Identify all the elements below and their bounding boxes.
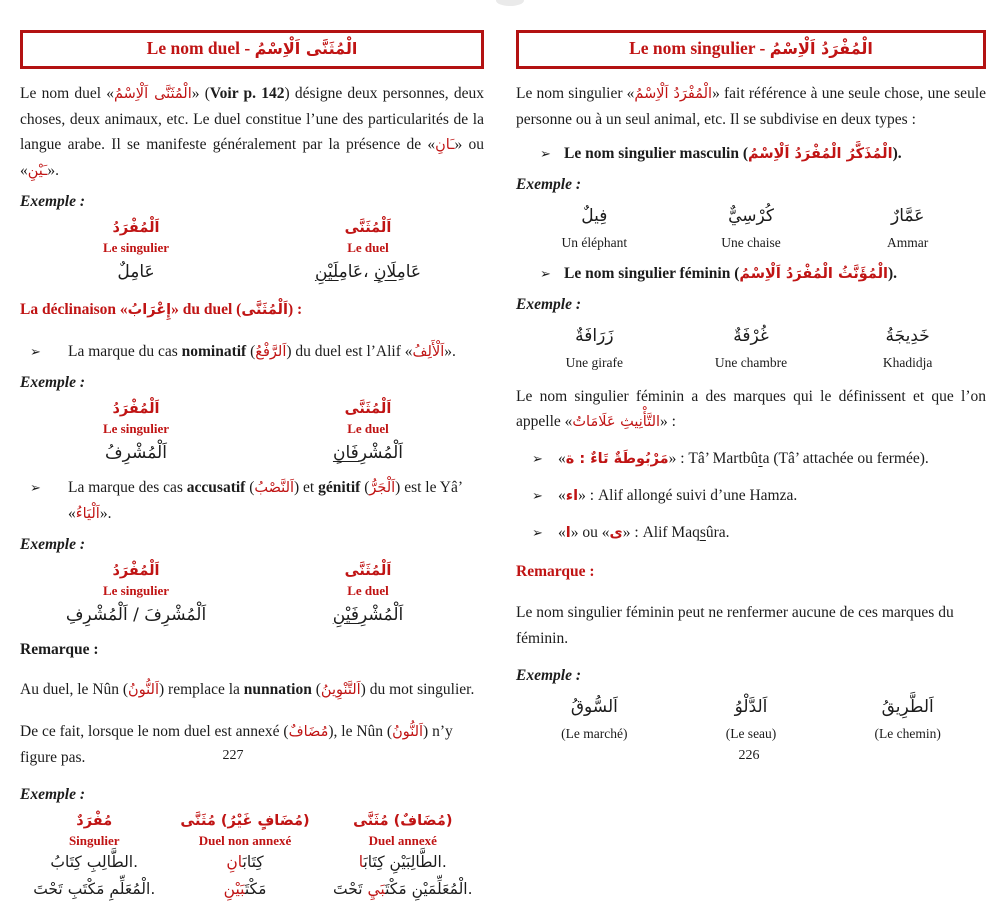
text-run: » : Tâ’ Martbû <box>668 450 759 467</box>
arabic-example-word: كُرْسِيٌّ <box>728 206 774 226</box>
word-part: عَامِ <box>338 262 364 282</box>
arabic-suffix-ayn: ـَيْنِ <box>27 163 48 179</box>
left-title-fr: Le nom duel - <box>146 38 255 58</box>
word-part: ‎ الطَّالِبَيْنِ‎. <box>384 853 447 871</box>
underlined-letter: s <box>699 524 706 541</box>
column-title-arabic: مُفْرَدٌ <box>76 813 113 829</box>
column-title-french: Le singulier <box>102 240 170 255</box>
text-run: ûra. <box>705 524 730 541</box>
text-run: Le nom singulier « <box>516 85 635 102</box>
column-title-arabic: مُثَنَّى‎ (مُضَافٌ) <box>353 813 453 829</box>
french-caption: (Le chemin) <box>874 726 941 741</box>
french-caption: (Le seau) <box>725 726 777 741</box>
feminine-bullet <box>516 261 986 287</box>
example-item <box>829 691 986 743</box>
emphasis: génitif <box>318 478 361 496</box>
arabic-suffix-an: ـَانِ <box>435 137 455 153</box>
duel-annexed-column <box>322 810 484 903</box>
column-title-arabic: اَلْمُثَنَّى <box>344 220 392 236</box>
arrow-bullet-icon: ➢ <box>540 146 551 161</box>
word-part: اَلْمُشْرِ <box>358 604 404 625</box>
singular-column <box>20 217 252 287</box>
french-caption: Une girafe <box>565 355 623 370</box>
arabic-term: اَلْاِسْمُ‎ الْمُفْرَدُ‎ الْمُؤَنَّثُ <box>739 266 888 282</box>
arrow-bullet-icon: ➢ <box>540 266 551 281</box>
feminine-marks-paragraph <box>516 384 986 435</box>
arabic-example-word: فِيلٌ <box>581 206 608 226</box>
bullet-text <box>558 520 730 546</box>
arrow-bullet-icon: ➢ <box>30 479 41 495</box>
arabic-example-word: اَلدَّلْوُ <box>734 697 768 717</box>
underlined-ending: لَيْنِ <box>314 262 339 282</box>
arabic-term: ة‎ : تَاءٌ‎ مَرْبُوطَةٌ <box>565 451 669 467</box>
text-run: La déclinaison « <box>20 301 128 318</box>
french-caption: Khadidja <box>882 355 933 370</box>
column-title-french: Duel annexé <box>368 833 437 848</box>
column-title-french: Le duel <box>347 420 389 436</box>
word-part: كِتَابَ <box>363 853 385 871</box>
text-run: a (Tâ’ attachée ou fermée). <box>762 450 929 467</box>
french-caption: Un éléphant <box>561 235 628 250</box>
arabic-term: اَلْاِسْمُ‎ الْمُفْرَدُ‎ الْمُذَكَّرُ <box>748 146 893 162</box>
page-right <box>516 30 986 790</box>
remark-line: Le nom singulier féminin peut ne renfermer aucune de ces marques du féminin. <box>516 603 954 647</box>
text-run: » du duel ( <box>171 301 242 318</box>
text-run: ) du duel est l’Alif « <box>286 342 413 360</box>
arabic-term: اَلنَّصْبُ <box>254 479 295 496</box>
french-caption: Une chaise <box>721 235 781 250</box>
table-cell <box>322 876 484 903</box>
bullet-text <box>558 483 797 509</box>
red-ending: انِ <box>226 853 243 871</box>
text-run: Le nom singulier masculin ( <box>564 145 749 162</box>
table-cell <box>168 876 321 903</box>
arabic-term: إِعْرَابُ <box>127 302 172 318</box>
word-part: كِتَابَ <box>242 853 264 871</box>
example-label: Exemple : <box>20 535 85 553</box>
page-number-left: 227 <box>222 748 244 763</box>
arabic-term: اَلْيَاءُ <box>75 505 100 522</box>
example-row-3 <box>20 560 484 630</box>
word-part: ‎، عَامِ <box>363 262 422 282</box>
underlined-ending: فَانِ <box>332 442 359 463</box>
table-cell <box>168 849 321 876</box>
arabic-example-word: اَلسُّوقُ <box>570 697 618 717</box>
arabic-example-word: عَمَّارٌ <box>890 206 925 226</box>
left-title-box <box>20 30 484 69</box>
example-label: Exemple : <box>20 373 85 391</box>
bullet-text <box>558 446 929 472</box>
example-label: Exemple : <box>516 667 581 684</box>
page-left <box>20 30 485 898</box>
duel-column <box>252 217 484 287</box>
arabic-term: اَلنُّونُ <box>392 723 424 740</box>
arabic-example-word: اَلطَّرِيقُ <box>881 697 934 717</box>
word-part: تَحْتَ‎ مَكْتَ <box>332 880 407 898</box>
text-run: ) remplace la <box>159 681 244 698</box>
text-run: Le nom singulier féminin ( <box>564 265 740 282</box>
column-title-french: Le singulier <box>102 582 170 598</box>
arabic-term: اَلْمُثَنَّى <box>241 302 288 318</box>
singular-column <box>20 810 168 903</box>
arabic-example-word: خَدِيجَةُ <box>885 326 930 346</box>
duel-annexation-table <box>20 810 484 903</box>
arabic-example-word <box>252 438 484 468</box>
column-title-arabic: اَلْمُفْرَدُ <box>112 220 160 236</box>
column-title-arabic: اَلْمُثَنَّى <box>344 562 392 579</box>
text-run: » ou « <box>20 136 485 179</box>
bullet-text <box>68 475 484 527</box>
underlined-letter: t <box>758 450 763 467</box>
text-run: » fait référence à une seule chose, une seule personne ou à un seul animal, etc. Il se subdivise en deux types : <box>516 85 987 128</box>
column-title-french: Duel non annexé <box>198 833 292 848</box>
duel-column <box>252 560 484 630</box>
text-run: Au duel, le Nûn ( <box>20 681 129 698</box>
duel-non-annexed-column <box>168 810 321 903</box>
column-title-french: Le duel <box>347 582 389 598</box>
arabic-example-word: زَرَافَةٌ <box>575 326 614 346</box>
example-label: Exemple : <box>20 786 85 803</box>
text-run: ). <box>888 265 898 282</box>
text-run: ( <box>245 478 255 496</box>
text-run: Le nom singulier féminin a des marques qui le définissent et que l’on appelle « <box>516 388 986 430</box>
text-run: ) désigne deux personnes, deux choses, deux animaux, etc. Le duel constitue l’une des particularités de la langue arabe. Il se manifeste généralement par la présence de « <box>20 85 484 153</box>
left-title-arabic: اَلْاِسْمُ‎ الْمُثَنَّى <box>254 39 358 58</box>
text-run: La marque des cas <box>68 478 187 496</box>
text-run: » : Alif allongé suivi d’une Hamza. <box>578 487 798 504</box>
remark-label: Remarque : <box>516 563 595 580</box>
right-title-arabic: اَلْاِسْمُ‎ الْمُفْرَدُ <box>769 39 873 58</box>
text-run: ) n’y figure pas. <box>20 722 453 766</box>
arabic-term: اَلتَّنْوِينُ <box>320 682 361 698</box>
french-caption: (Le marché) <box>561 726 628 741</box>
text-run: ) du mot singulier. <box>360 681 475 698</box>
left-intro-paragraph <box>20 81 484 184</box>
mark-ta-marbuta <box>516 446 986 472</box>
underlined-ending: فَيْنِ <box>332 604 359 625</box>
example-label: Exemple : <box>516 176 581 193</box>
text-run: ( <box>311 681 321 698</box>
example-item <box>673 320 830 372</box>
feminine-examples-row <box>516 320 986 372</box>
column-title-french: Le duel <box>347 240 389 255</box>
emphasis: accusatif <box>186 478 246 496</box>
underlined-ending: لَانِ <box>373 262 397 282</box>
column-title-arabic: اَلْمُفْرَدُ <box>112 562 160 579</box>
table-cell: كِتَابُ‎ الطَّالِبِ‎. <box>50 853 139 871</box>
arabic-term: مُضَافٌ <box>288 723 329 740</box>
declension-heading <box>20 297 484 323</box>
right-title-fr: Le nom singulier - <box>629 38 770 58</box>
french-caption: Une chambre <box>714 355 788 370</box>
red-ending: بَيِ <box>367 880 386 898</box>
arabic-example-word <box>252 600 484 630</box>
bullet-text <box>564 261 897 287</box>
arabic-term: ا <box>565 525 571 541</box>
arabic-term: عَلَامَاتُ‎ التَّأْنِيثِ <box>572 414 661 430</box>
column-title-arabic: مُثَنَّى‎ (غَيْرُ‎ مُضَافٍ) <box>180 813 310 829</box>
red-ending: ا <box>358 853 364 871</box>
page-number-right: 226 <box>738 748 760 763</box>
word-part: ‎ الْمُعَلِّمَيْنِ‎. <box>406 880 473 898</box>
masculine-examples-row <box>516 200 986 252</box>
singular-column <box>20 398 252 468</box>
text-run: « <box>558 450 566 467</box>
text-run: ». <box>99 504 112 522</box>
example-item <box>673 691 830 743</box>
arabic-term: اَلْاِسْمُ‎ الْمُفْرَدُ <box>634 86 713 102</box>
arabic-term: ى <box>609 525 623 541</box>
mark-alif-hamza <box>516 483 986 509</box>
arabic-example-word: اَلْمُشْرِفِ‎ / اَلْمُشْرِفَ <box>65 604 207 625</box>
text-run: ). <box>892 145 902 162</box>
text-run: ) est le Yâ’ « <box>68 478 462 522</box>
remark-examples-row <box>516 691 986 743</box>
column-title-arabic: اَلْمُثَنَّى <box>344 400 392 417</box>
arabic-term: اء <box>565 488 579 504</box>
arabic-example-word: اَلْمُشْرِفُ <box>105 442 167 463</box>
accusative-genitive-bullet <box>20 475 484 527</box>
text-run: « <box>558 487 566 504</box>
arabic-example-word: عَامِلٌ <box>117 262 155 282</box>
right-title-box <box>516 30 986 69</box>
table-cell: تَحْتَ‎ مَكْتَبِ‎ الْمُعَلِّمِ‎. <box>33 880 156 898</box>
arabic-term: اَلرَّفْعُ <box>255 343 287 360</box>
arrow-bullet-icon: ➢ <box>532 488 543 503</box>
example-label: Exemple : <box>516 296 581 313</box>
column-title-arabic: اَلْمُفْرَدُ <box>112 400 160 417</box>
column-title-french: Le singulier <box>102 420 170 436</box>
text-run: « <box>558 524 566 541</box>
example-item <box>829 320 986 372</box>
example-label: Exemple : <box>20 193 85 210</box>
red-ending: بَيْنِ <box>223 880 245 898</box>
bullet-text <box>564 141 902 167</box>
arabic-term: اَلْاِسْمُ‎ الْمُثَنَّى <box>114 86 192 102</box>
column-title-french: Singulier <box>68 833 120 848</box>
example-item <box>829 200 986 252</box>
word-part: اَلْمُشْرِ <box>358 442 404 463</box>
singular-column <box>20 560 252 630</box>
right-intro-paragraph <box>516 81 986 132</box>
example-row-2 <box>20 398 484 468</box>
text-run: ( <box>360 478 370 496</box>
text-run: ». <box>47 162 60 179</box>
remark-line-1 <box>20 677 484 703</box>
text-run: Le nom duel « <box>20 85 114 102</box>
arabic-example-word <box>252 257 484 287</box>
example-row-1 <box>20 217 484 287</box>
text-run: De ce fait, lorsque le nom duel est annexé ( <box>20 722 289 740</box>
text-run: ( <box>246 342 256 360</box>
text-run: » : Alif Maq <box>622 524 700 541</box>
arabic-term: اَلْجَرُّ <box>369 479 396 496</box>
french-caption: Ammar <box>887 235 929 250</box>
emphasis: nunnation <box>243 681 312 698</box>
text-run: La marque du cas <box>68 342 182 360</box>
bullet-text <box>68 339 456 365</box>
duel-column <box>252 398 484 468</box>
see-page-ref: Voir p. 142 <box>209 85 285 102</box>
text-run: » : <box>660 413 676 430</box>
arrow-bullet-icon: ➢ <box>532 525 543 540</box>
mark-alif-maqsura <box>516 520 986 546</box>
arabic-example-word: غُرْفَةٌ <box>733 326 769 346</box>
text-run: » ou « <box>570 524 610 541</box>
text-run: ) : <box>287 301 303 318</box>
table-cell <box>322 849 484 876</box>
remark-label: Remarque : <box>20 640 99 658</box>
example-item <box>516 200 673 252</box>
text-run: » ( <box>191 85 210 102</box>
example-item <box>516 320 673 372</box>
arrow-bullet-icon: ➢ <box>30 343 41 359</box>
text-run: ), le Nûn ( <box>328 722 393 740</box>
arabic-term: اَلْأَلِفُ <box>412 343 445 360</box>
text-run: ». <box>444 342 456 360</box>
word-part: مَكْتَ <box>244 880 267 898</box>
arrow-bullet-icon: ➢ <box>532 451 543 466</box>
example-item <box>516 691 673 743</box>
example-item <box>673 200 830 252</box>
page-fold-mark <box>496 0 524 6</box>
arabic-term: اَلنُّونُ <box>128 682 160 698</box>
text-run: ) et <box>294 478 319 496</box>
nominative-bullet <box>20 339 484 365</box>
masculine-bullet <box>516 141 986 167</box>
emphasis: nominatif <box>181 342 247 360</box>
